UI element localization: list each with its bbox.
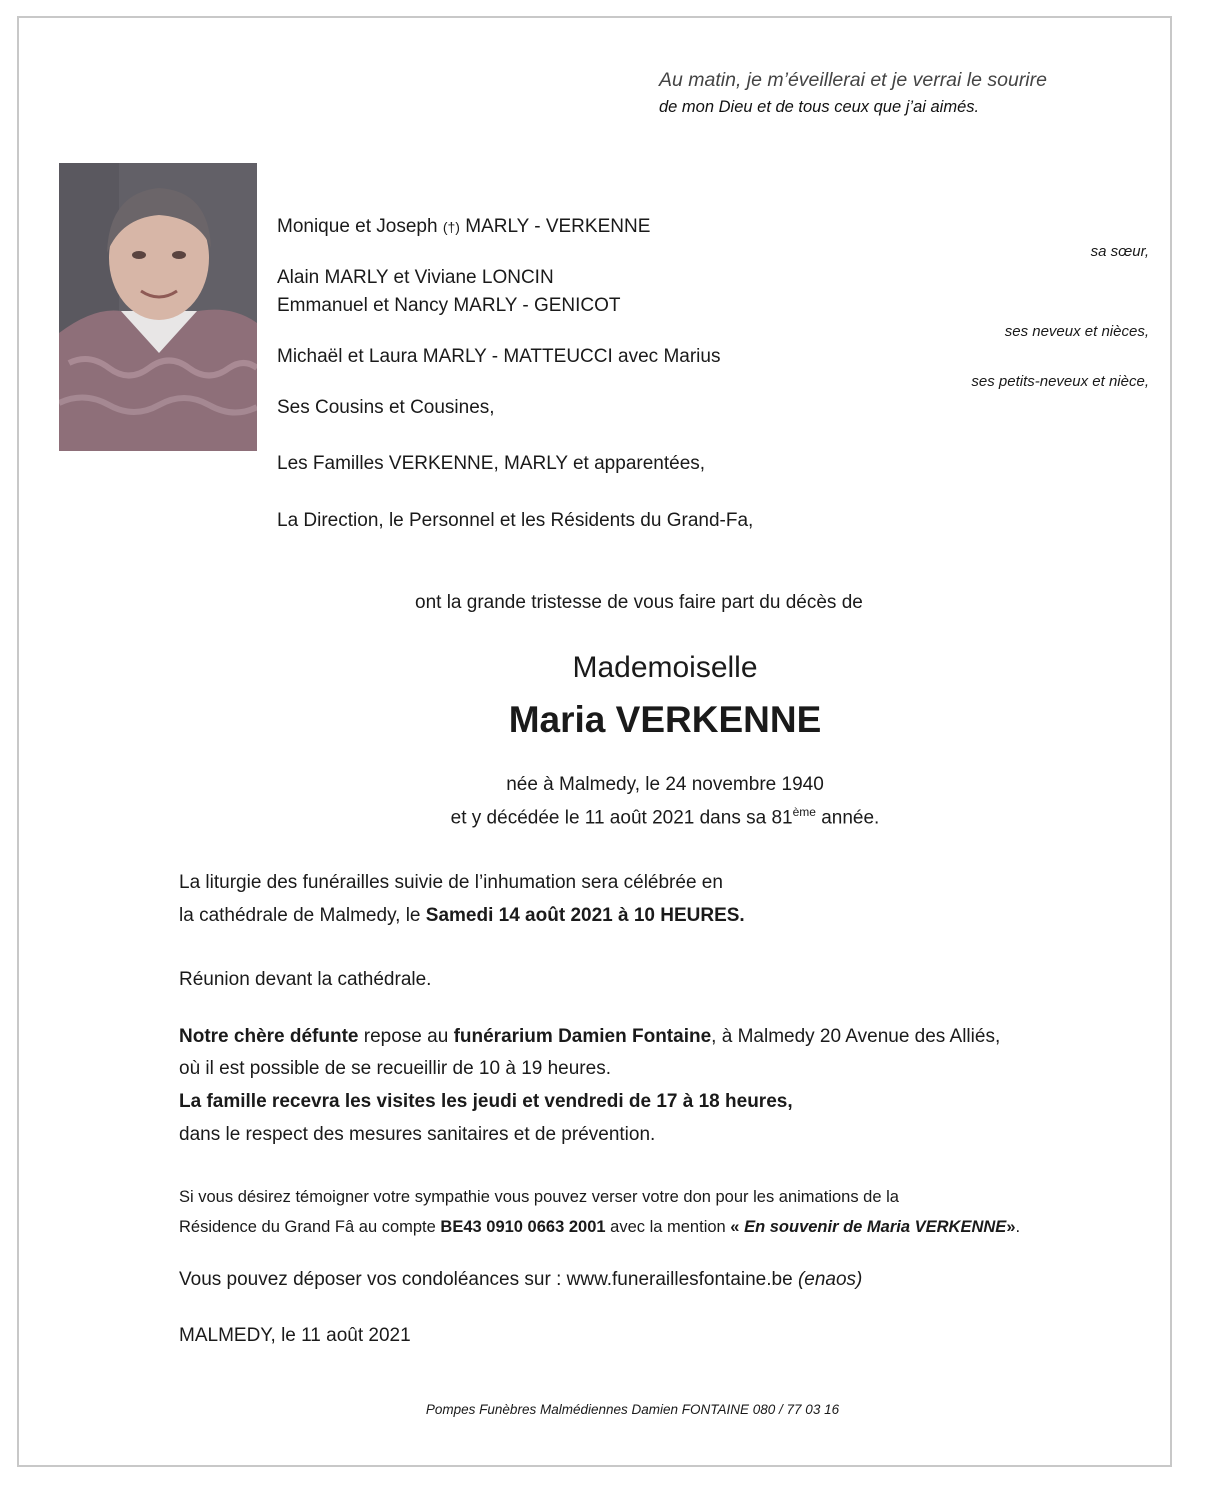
visit-line-3: La famille recevra les visites les jeudi et vendredi de 17 à 18 heures, [179,1091,793,1112]
family-families: Les Familles VERKENNE, MARLY et apparentées, [277,453,706,474]
place-date: MALMEDY, le 11 août 2021 [179,1325,411,1346]
donation-line-2: Résidence du Grand Fâ au compte BE43 0910 0663 2001 avec la mention « En souvenir de Maria VERKENNE». [179,1218,1021,1236]
cross-symbol: (†) [442,219,460,235]
family-cousins: Ses Cousins et Cousines, [277,397,495,418]
visit-line-2: où il est possible de se recueillir de 10 à 19 heures. [179,1058,611,1079]
quote-line-1: Au matin, je m’éveillerai et je verrai le sourire [659,69,1047,91]
quote-line-2: de mon Dieu et de tous ceux que j’ai aimés. [659,98,980,116]
portrait-photo [59,163,257,451]
deceased-title: Mademoiselle [572,651,758,684]
funeral-line-1: La liturgie des funérailles suivie de l’inhumation sera célébrée en [179,872,723,893]
meeting-line: Réunion devant la cathédrale. [179,969,432,990]
family-grandnephew: Michaël et Laura MARLY - MATTEUCCI avec Marius [277,346,721,367]
deceased-name: Maria VERKENNE [508,699,822,740]
funeral-line-2: la cathédrale de Malmedy, le Samedi 14 août 2021 à 10 HEURES. [179,905,745,926]
visit-line-1: Notre chère défunte repose au funérarium Damien Fontaine, à Malmedy 20 Avenue des Alliés, [179,1026,1001,1047]
family-sister: Monique et Joseph (†) MARLY - VERKENNE [277,216,651,237]
condolences-line: Vous pouvez déposer vos condoléances sur : www.funeraillesfontaine.be (enaos) [179,1269,863,1290]
donation-line-1: Si vous désirez témoigner votre sympathie vous pouvez verser votre don pour les animations de la [179,1188,899,1206]
birth-line: née à Malmedy, le 24 novembre 1940 [506,774,824,795]
family-nephew-1: Alain MARLY et Viviane LONCIN [277,267,554,288]
death-line: et y décédée le 11 août 2021 dans sa 81ème année. [450,805,880,829]
family-nephew-2: Emmanuel et Nancy MARLY - GENICOT [277,295,621,316]
family-residence: La Direction, le Personnel et les Résidents du Grand-Fa, [277,510,754,531]
relation-nephews: ses neveux et nièces, [1004,323,1149,340]
announcement-intro: ont la grande tristesse de vous faire part du décès de [415,592,863,613]
relation-sister: sa sœur, [1090,243,1149,260]
funeral-home-footer: Pompes Funèbres Malmédiennes Damien FONTAINE 080 / 77 03 16 [425,1402,840,1417]
relation-grandnephews: ses petits-neveux et nièce, [971,373,1149,390]
visit-line-4: dans le respect des mesures sanitaires et de prévention. [179,1124,656,1145]
